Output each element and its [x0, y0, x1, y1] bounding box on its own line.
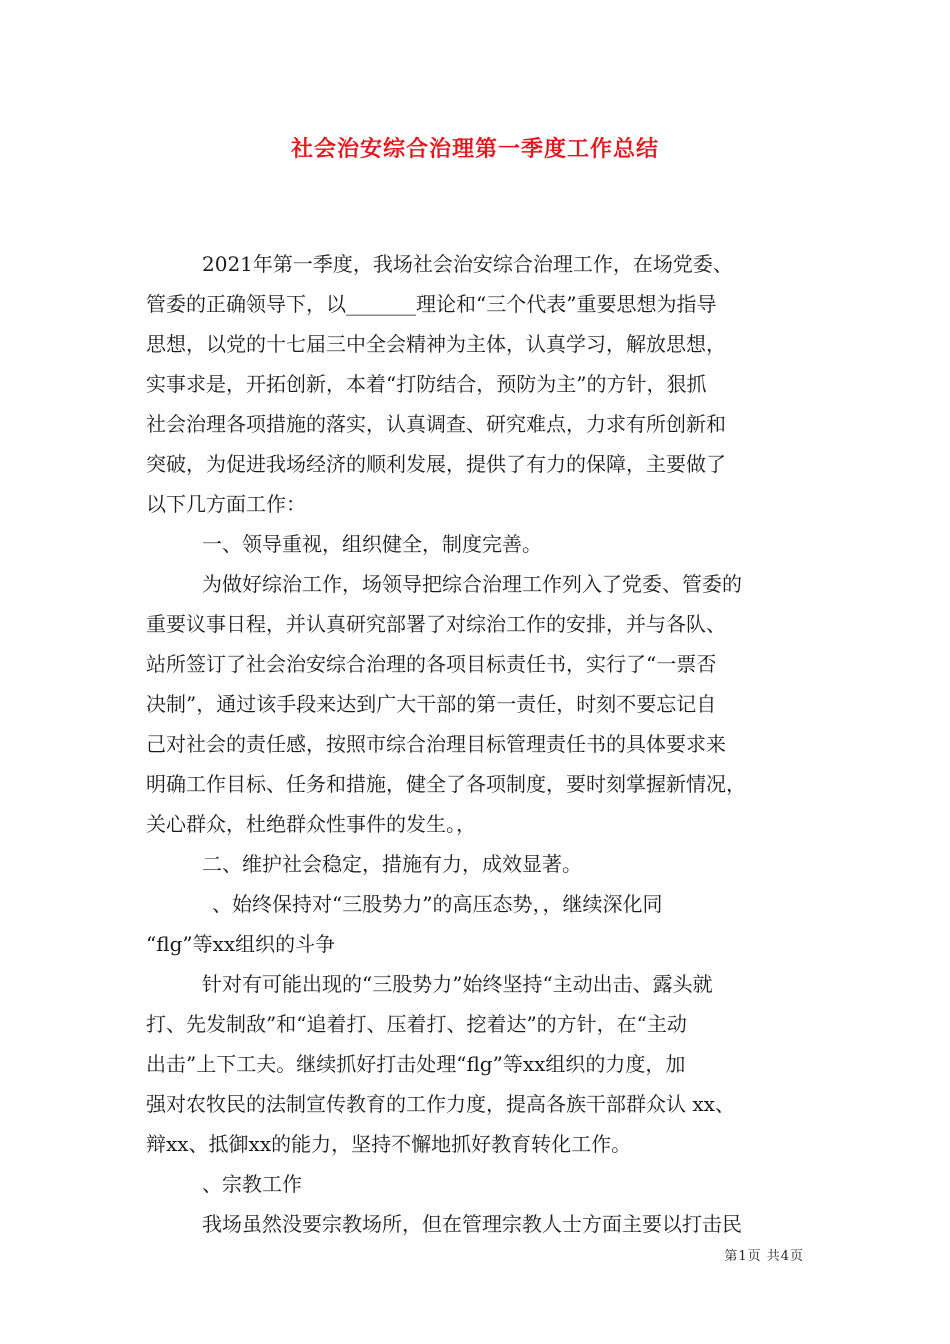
paragraph-line: 打、先发制敌”和“追着打、压着打、挖着达”的方针，在“主动	[146, 1012, 687, 1036]
section-heading: 二、维护社会稳定，措施有力，成效显著。	[202, 852, 582, 876]
paragraph-line: 突破，为促进我场经济的顺利发展，提供了有力的保障，主要做了	[146, 452, 726, 476]
document-body	[146, 244, 810, 1244]
paragraph-line: 管委的正确领导下，以_______理论和“三个代表”重要思想为指导	[146, 292, 717, 316]
paragraph-line: 我场虽然没要宗教场所，但在管理宗教人士方面主要以打击民	[202, 1212, 742, 1236]
subsection-heading: 、始终保持对“三股势力”的高压态势，，继续深化同	[212, 892, 663, 916]
subsection-heading: 、宗教工作	[202, 1172, 302, 1196]
paragraph-line: 针对有可能出现的“三股势力”始终坚持“主动出击、露头就	[202, 972, 713, 996]
subsection-heading: “flg”等xx组织的斗争	[146, 932, 336, 956]
paragraph-line: 站所签订了社会治安综合治理的各项目标责任书，实行了“一票否	[146, 652, 717, 676]
paragraph-line: 重要议事日程，并认真研究部署了对综治工作的安排，并与各队、	[146, 612, 726, 636]
paragraph-line: 为做好综治工作，场领导把综合治理工作列入了党委、管委的	[202, 572, 742, 596]
section-heading: 一、领导重视，组织健全，制度完善。	[202, 532, 542, 556]
page-number: 第1页 共4页	[724, 1249, 804, 1264]
paragraph-line: 明确工作目标、任务和措施，健全了各项制度，要时刻掌握新情况，	[146, 772, 746, 796]
document-title: 社会治安综合治理第一季度工作总结	[290, 136, 659, 162]
paragraph-line: 出击”上下工夫。继续抓好打击处理“flg”等xx组织的力度，加	[146, 1052, 686, 1076]
paragraph-line: 强对农牧民的法制宣传教育的工作力度，提高各族干部群众认 xx、	[146, 1092, 735, 1116]
paragraph-line: 社会治理各项措施的落实，认真调查、研究难点，力求有所创新和	[146, 412, 726, 436]
paragraph-line: 辩xx、抵御xx的能力，坚持不懈地抓好教育转化工作。	[146, 1132, 632, 1156]
paragraph-line: 以下几方面工作：	[146, 492, 306, 516]
paragraph-line: 2021年第一季度，我场社会治安综合治理工作，在场党委、	[202, 252, 733, 276]
paragraph-line: 决制”，通过该手段来达到广大干部的第一责任，时刻不要忘记自	[146, 692, 717, 716]
paragraph-line: 己对社会的责任感，按照市综合治理目标管理责任书的具体要求来	[146, 732, 726, 756]
paragraph-line: 关心群众，杜绝群众性事件的发生。，	[146, 812, 476, 836]
paragraph-line: 实事求是，开拓创新，本着“打防结合，预防为主”的方针，狠抓	[146, 372, 707, 396]
paragraph-line: 思想，以党的十七届三中全会精神为主体，认真学习，解放思想，	[146, 332, 726, 356]
